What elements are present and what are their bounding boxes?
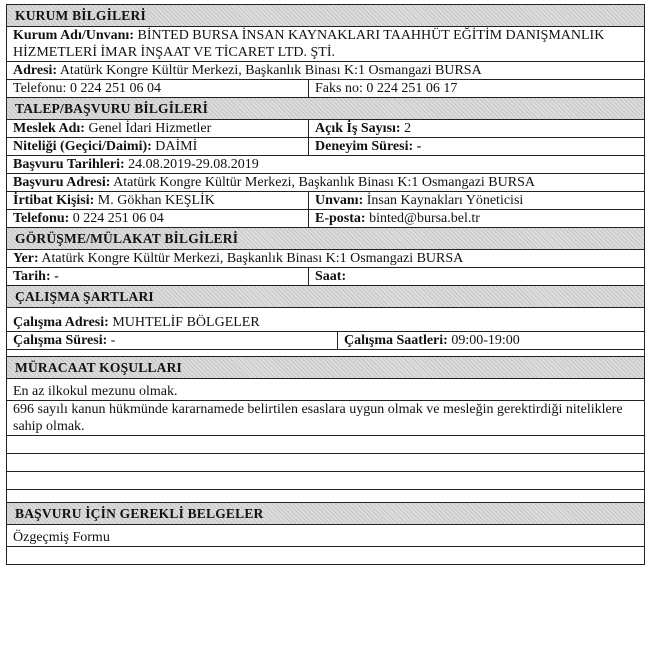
section-header-talep: TALEP/BAŞVURU BİLGİLERİ [7, 98, 644, 120]
basvuru-tarih-row [7, 156, 644, 174]
gorusme-yer-value: Atatürk Kongre Kültür Merkezi, Başkanlık Binası K:1 Osmangazi BURSA [41, 251, 464, 266]
basvuru-tarih-value: 24.08.2019-29.08.2019 [128, 157, 259, 172]
acik-is-label: Açık İş Sayısı: [315, 121, 401, 136]
unvan-value: İnsan Kaynakları Yöneticisi [366, 193, 524, 208]
empty-row [7, 436, 644, 454]
section-header-kurum: KURUM BİLGİLERİ [7, 5, 644, 27]
talep-phone-label: Telefonu: [13, 211, 70, 226]
irtibat-row [7, 192, 644, 210]
kurum-name-label: Kurum Adı/Unvanı: [13, 28, 134, 43]
calisma-adres-row [7, 314, 644, 332]
section-header-muracaat: MÜRACAAT KOŞULLARI [7, 356, 644, 379]
kurum-name-value: BİNTED BURSA İNSAN KAYNAKLARI TAAHHÜT EĞİTİM DANIŞMANLIK HİZMETLERİ İMAR İNŞAAT VE TİCARET LTD. ŞTİ. [13, 28, 605, 60]
kurum-name-row [7, 27, 644, 62]
empty-row [7, 547, 644, 564]
calisma-sure-label: Çalışma Süresi: [13, 333, 108, 348]
basvuru-tarih-label: Başvuru Tarihleri: [13, 157, 125, 172]
gorusme-saat-label: Saat: [315, 269, 347, 284]
deneyim-value: - [416, 139, 422, 154]
nitelik-label: Niteliği (Geçici/Daimi): [13, 139, 152, 154]
section-header-gorusme: GÖRÜŞME/MÜLAKAT BİLGİLERİ [7, 228, 644, 250]
muracaat-item: En az ilkokul mezunu olmak. [7, 383, 644, 401]
calisma-adres-label: Çalışma Adresi: [13, 315, 109, 330]
calisma-sure-value: - [110, 333, 116, 348]
email-label: E-posta: [315, 211, 366, 226]
meslek-label: Meslek Adı: [13, 121, 85, 136]
meslek-row [7, 120, 644, 138]
calisma-sure-row [7, 332, 644, 350]
gorusme-yer-label: Yer: [13, 251, 39, 266]
unvan-label: Unvanı: [315, 193, 364, 208]
kurum-address-value: Atatürk Kongre Kültür Merkezi, Başkanlık Binası K:1 Osmangazi BURSA [59, 63, 482, 78]
gorusme-yer-row [7, 250, 644, 268]
acik-is-value: 2 [404, 121, 412, 136]
kurum-address-label: Adresi: [13, 63, 58, 78]
basvuru-adres-value: Atatürk Kongre Kültür Merkezi, Başkanlık Binası K:1 Osmangazi BURSA [113, 175, 535, 190]
kurum-address-row [7, 62, 644, 80]
calisma-adres-value: MUHTELİF BÖLGELER [112, 315, 260, 330]
gorusme-tarih-row [7, 268, 644, 286]
job-posting-form [6, 4, 645, 565]
nitelik-value: DAİMİ [155, 139, 198, 154]
email-value: binted@bursa.bel.tr [369, 211, 480, 226]
basvuru-adres-label: Başvuru Adresi: [13, 175, 111, 190]
basvuru-adres-row [7, 174, 644, 192]
empty-row [7, 472, 644, 490]
nitelik-row [7, 138, 644, 156]
calisma-saat-label: Çalışma Saatleri: [344, 333, 448, 348]
kurum-phone-row [7, 80, 644, 97]
deneyim-label: Deneyim Süresi: [315, 139, 414, 154]
empty-row [7, 454, 644, 472]
section-header-calisma: ÇALIŞMA ŞARTLARI [7, 286, 644, 308]
talep-phone-value: 0 224 251 06 04 [72, 211, 164, 226]
irtibat-label: İrtibat Kişisi: [13, 193, 95, 208]
meslek-value: Genel İdari Hizmetler [88, 121, 212, 136]
kurum-fax: Faks no: 0 224 251 06 17 [315, 81, 458, 96]
telefon-eposta-row [7, 210, 644, 228]
kurum-phone: Telefonu: 0 224 251 06 04 [7, 80, 309, 97]
muracaat-item: 696 sayılı kanun hükmünde kararnamede belirtilen esaslara uygun olmak ve mesleğin gerektirdiği niteliklere sahip olmak. [7, 401, 644, 436]
belge-item: Özgeçmiş Formu [7, 529, 644, 547]
gorusme-tarih-value: - [54, 269, 59, 284]
irtibat-value: M. Gökhan KEŞLİK [97, 193, 215, 208]
gorusme-tarih-label: Tarih: [13, 269, 51, 284]
calisma-saat-value: 09:00-19:00 [451, 333, 520, 348]
section-header-belgeler: BAŞVURU İÇİN GEREKLİ BELGELER [7, 502, 644, 525]
